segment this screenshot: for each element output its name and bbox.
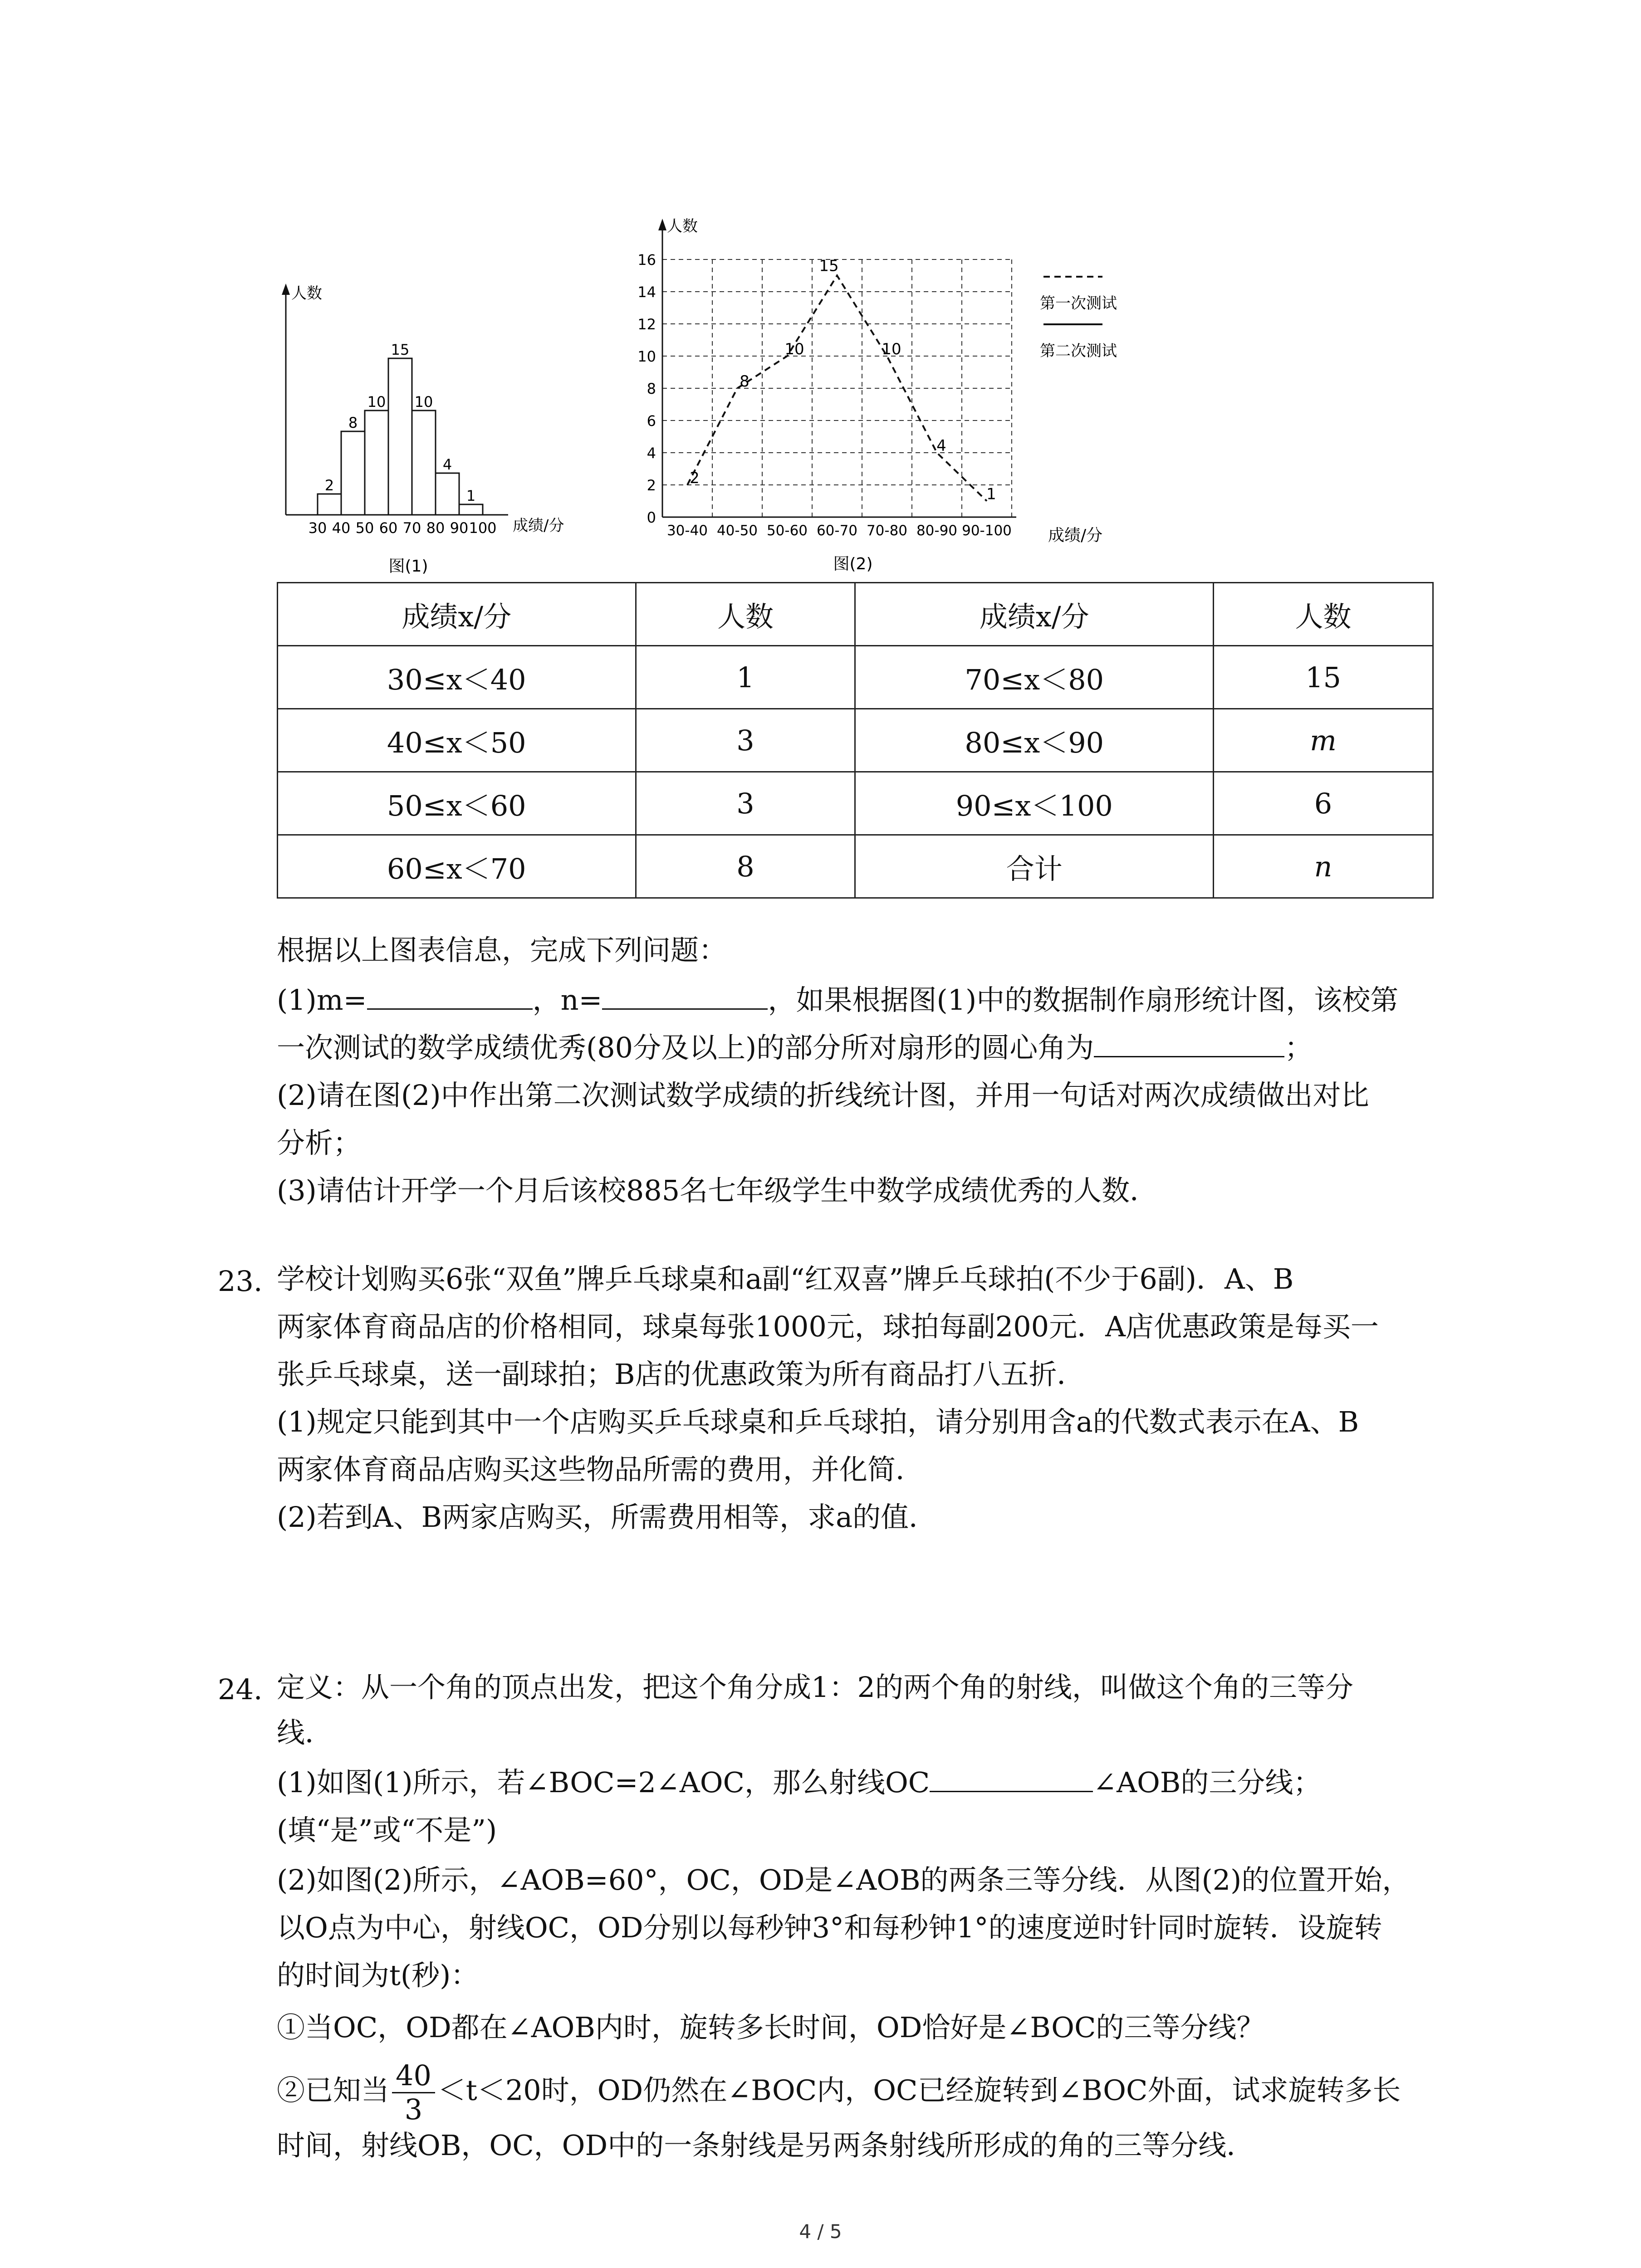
table-cell: 40≤x＜50 (278, 709, 636, 772)
q22-part2-line1: (2)请在图(2)中作出第二次测试数学成绩的折线统计图，并用一句话对两次成绩做出对比 (277, 1079, 1369, 1112)
fig1-x-tick: 90 (450, 519, 469, 537)
table-cell: 15 (1214, 646, 1433, 709)
fig2-y-tick: 8 (647, 380, 656, 397)
table-header-cell: 成绩x/分 (855, 583, 1214, 646)
page-number: 4 / 5 (799, 2220, 842, 2243)
legend-second-test: 第二次测试 (1040, 342, 1117, 360)
fig1-bar (318, 494, 341, 515)
table-row (278, 646, 1433, 709)
fraction-40-over-3: $\frac{40}{3}$ (392, 2059, 435, 2126)
fig2-point-label: 15 (819, 257, 839, 275)
fig1-x-tick: 100 (469, 519, 497, 537)
fig2-point-label: 4 (936, 437, 946, 455)
table-cell: 30≤x＜40 (278, 646, 636, 709)
table-row (278, 772, 1433, 835)
fig2-y-tick: 6 (647, 412, 656, 430)
fig2-x-tick: 60-70 (816, 523, 858, 539)
fig1-bar (412, 411, 436, 515)
q24-line5: (2)如图(2)所示，∠AOB=60°，OC，OD是∠AOB的两条三等分线．从图(2)的位置开始， (277, 1863, 1411, 1897)
fig1-bar-label: 15 (391, 341, 410, 358)
answer-blank-n[interactable] (602, 980, 768, 1010)
fig1-x-tick: 80 (426, 519, 445, 537)
table-header-row (278, 583, 1433, 646)
table-cell: 50≤x＜60 (278, 772, 636, 835)
table-cell: 80≤x＜90 (855, 709, 1214, 772)
table-cell: 60≤x＜70 (278, 835, 636, 898)
fig2-point-label: 10 (882, 340, 901, 358)
fig2-y-tick: 4 (647, 445, 656, 462)
q23-line1: 学校计划购买6张“双鱼”牌乒乓球桌和a副“红双喜”牌乒乓球拍(不少于6副)．A、B (277, 1262, 1294, 1295)
fig2-x-tick: 80-90 (916, 523, 958, 539)
table-cell: 3 (636, 772, 855, 835)
answer-blank-m[interactable] (367, 980, 533, 1010)
table-cell: n (1214, 835, 1433, 898)
fig2-x-tick: 70-80 (866, 523, 908, 539)
q23-number: 23. (218, 1265, 263, 1298)
q24-line4: (填“是”或“不是”) (277, 1813, 497, 1847)
q24-line10: 时间，射线OB，OC，OD中的一条射线是另两条射线所形成的角的三等分线． (277, 2129, 1255, 2162)
fig1-x-tick: 40 (332, 519, 351, 537)
fig1-bar (436, 473, 459, 515)
fig1-caption: 图(1) (388, 557, 428, 576)
q22-m-label: (1)m= (277, 983, 367, 1017)
fig2-ylabel: 人数 (667, 217, 698, 235)
q23-line2: 两家体育商品店的价格相同，球桌每张1000元，球拍每副200元．A店优惠政策是每买一 (277, 1310, 1379, 1343)
table-cell: 8 (636, 835, 855, 898)
figure-2-line-chart (626, 209, 1171, 581)
fig1-bar-label: 10 (414, 393, 433, 411)
fig2-point-label: 10 (784, 340, 804, 358)
fig2-y-tick: 10 (637, 348, 656, 365)
fig1-ylabel: 人数 (291, 284, 322, 303)
fig1-bar-label: 8 (348, 414, 358, 431)
answer-blank-oc[interactable] (930, 1763, 1093, 1792)
fig1-bar (365, 411, 388, 515)
table-cell: 90≤x＜100 (855, 772, 1214, 835)
q24-line2: 线． (277, 1716, 333, 1749)
table-cell: 3 (636, 709, 855, 772)
q23-line3: 张乒乓球桌，送一副球拍；B店的优惠政策为所有商品打八五折． (277, 1358, 1085, 1391)
table-cell: 1 (636, 646, 855, 709)
fig2-point-label: 2 (690, 469, 700, 487)
table-row (278, 709, 1433, 772)
table-row (278, 835, 1433, 898)
fig1-bar-label: 2 (324, 477, 334, 494)
fig1-x-tick: 50 (355, 519, 374, 537)
q24-line9: ②已知当 $\frac{40}{3}$ ＜t＜20时，OD仍然在∠BOC内，OC已经旋转到∠BOC外面，试求旋转多长 (277, 2059, 1401, 2126)
q23-line6: (2)若到A、B两家店购买，所需费用相等，求a的值． (277, 1501, 937, 1534)
q24-number: 24. (218, 1673, 263, 1706)
fig2-xlabel: 成绩/分 (1048, 526, 1103, 545)
fig2-point-label: 1 (986, 485, 996, 503)
fig1-x-tick: 70 (402, 519, 421, 537)
table-header-cell: 成绩x/分 (278, 583, 636, 646)
fig2-x-tick: 50-60 (766, 523, 808, 539)
fig2-y-arrow (658, 219, 666, 230)
fig2-point-label: 8 (740, 372, 749, 391)
q22-part3: (3)请估计开学一个月后该校885名七年级学生中数学成绩优秀的人数． (277, 1174, 1158, 1207)
fig1-xlabel: 成绩/分 (513, 517, 564, 535)
q22-part1-line1: (1)m= ，n= ，如果根据图(1)中的数据制作扇形统计图，该校第 (277, 978, 1398, 1023)
fig2-x-tick: 30-40 (666, 523, 708, 539)
fig1-bar (459, 504, 483, 515)
q24-line3: (1)如图(1)所示，若∠BOC=2∠AOC，那么射线OC ∠AOB的三分线； (277, 1760, 1321, 1805)
q22-part1-line2: 一次测试的数学成绩优秀(80分及以上)的部分所对扇形的圆心角为 ； (277, 1025, 1313, 1070)
fig2-x-tick: 40-50 (716, 523, 758, 539)
table-cell: m (1214, 709, 1433, 772)
fig1-bar-label: 10 (367, 393, 386, 411)
q22-n-label: ，n= (532, 983, 603, 1017)
q23-line5: 两家体育商品店购买这些物品所需的费用，并化简． (277, 1453, 924, 1486)
fig1-bar-label: 1 (466, 487, 476, 504)
figure-1-histogram (254, 272, 572, 581)
q23-line4: (1)规定只能到其中一个店购买乒乓球桌和乒乓球拍，请分别用含a的代数式表示在A、B (277, 1405, 1359, 1438)
table-header-cell: 人数 (1214, 583, 1433, 646)
table-cell: 6 (1214, 772, 1433, 835)
fig1-bar (341, 431, 365, 515)
fig2-y-tick: 16 (637, 251, 656, 269)
fig2-x-tick: 90-100 (962, 523, 1012, 539)
fig1-bar (388, 358, 412, 515)
fig1-x-tick: 30 (308, 519, 327, 537)
fig1-y-arrow (282, 284, 290, 295)
table-cell: 合计 (855, 835, 1214, 898)
fig2-y-tick: 0 (647, 509, 656, 526)
table-cell: 70≤x＜80 (855, 646, 1214, 709)
fig1-x-tick: 60 (379, 519, 398, 537)
legend-first-test: 第一次测试 (1040, 294, 1117, 313)
fig2-y-tick: 12 (637, 316, 656, 333)
q24-line8: ①当OC，OD都在∠AOB内时，旋转多长时间，OD恰好是∠BOC的三等分线？ (277, 2011, 1265, 2044)
q24-line7: 的时间为t(秒)： (277, 1959, 479, 1992)
answer-blank-angle[interactable] (1094, 1028, 1284, 1057)
q22-part2-line2: 分析； (277, 1126, 362, 1159)
fig2-caption: 图(2) (833, 555, 873, 573)
q24-line1: 定义：从一个角的顶点出发，把这个角分成1：2的两个角的射线，叫做这个角的三等分 (277, 1671, 1353, 1704)
fig1-bar-label: 4 (442, 456, 452, 473)
score-table (277, 582, 1434, 899)
table-header-cell: 人数 (636, 583, 855, 646)
fig2-y-tick: 14 (637, 284, 656, 301)
q22-intro: 根据以上图表信息，完成下列问题： (277, 934, 727, 967)
q24-line6: 以O点为中心，射线OC，OD分别以每秒钟3°和每秒钟1°的速度逆时针同时旋转．设旋转 (277, 1911, 1382, 1944)
fig2-y-tick: 2 (647, 477, 656, 494)
